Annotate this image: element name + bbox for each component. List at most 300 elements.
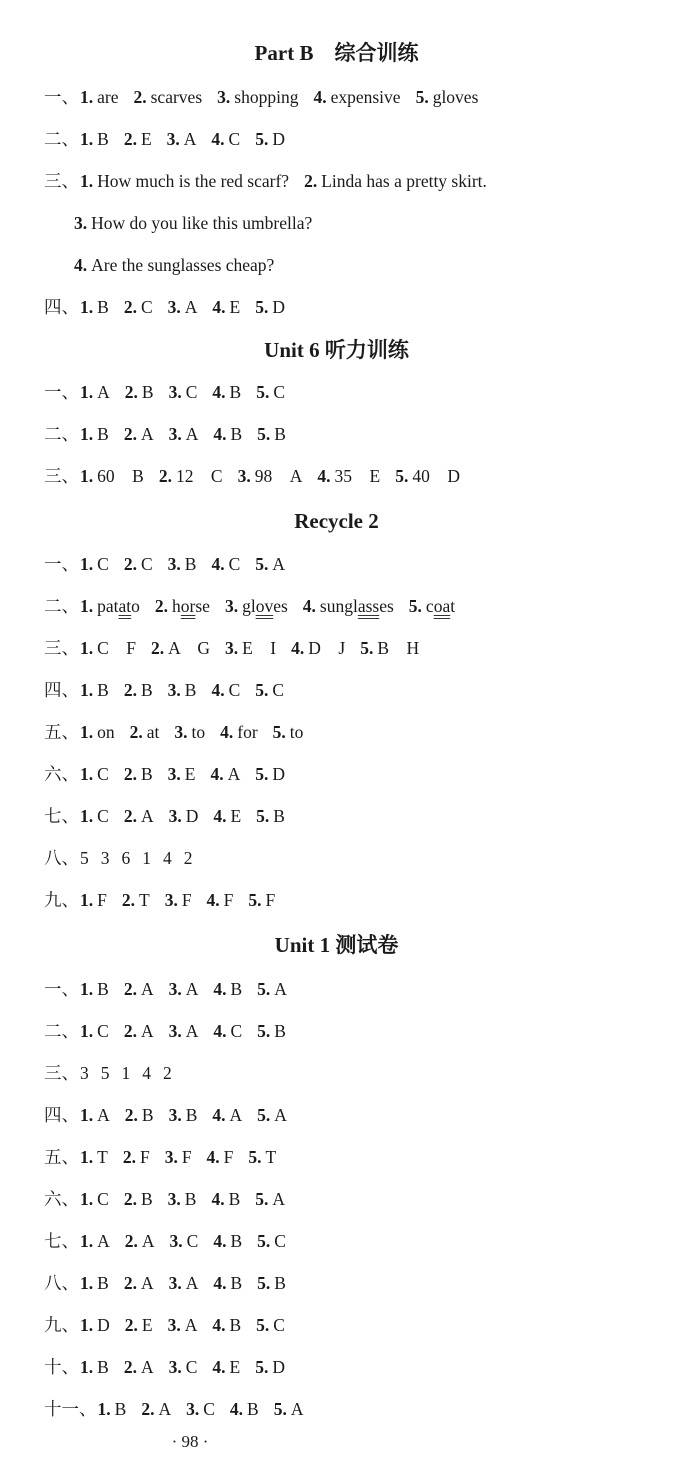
answer-text: B bbox=[97, 979, 109, 999]
answer-row bbox=[44, 1229, 286, 1253]
answer-item bbox=[125, 1231, 155, 1251]
answer-item bbox=[256, 382, 285, 402]
word-part: t bbox=[450, 596, 456, 616]
answer-text: C bbox=[273, 1315, 285, 1335]
answer-item bbox=[256, 806, 285, 826]
item-number: 4. bbox=[317, 466, 331, 486]
answer-row bbox=[44, 762, 285, 786]
answer-item bbox=[165, 1147, 192, 1167]
answer-text: B bbox=[228, 1189, 241, 1209]
answer-text: to bbox=[191, 722, 206, 742]
item-number: 4. bbox=[211, 680, 225, 700]
section-title: Part B 综合训练 bbox=[254, 41, 419, 65]
answer-item bbox=[80, 1315, 110, 1335]
answer-item bbox=[168, 1189, 197, 1209]
answer-text: C F bbox=[97, 638, 137, 658]
answer-text: B bbox=[97, 680, 109, 700]
answer-text: A bbox=[97, 1231, 110, 1251]
answer-item bbox=[124, 129, 152, 149]
answer-item bbox=[212, 1315, 241, 1335]
answer-item bbox=[124, 806, 154, 826]
item-number: 4. bbox=[229, 1399, 244, 1419]
answer-row bbox=[44, 85, 478, 109]
item-number: 4. bbox=[212, 1357, 226, 1377]
answer-item bbox=[125, 1315, 153, 1335]
answer-item bbox=[395, 466, 460, 486]
item-number: 4. bbox=[211, 129, 225, 149]
answer-row bbox=[44, 720, 303, 744]
item-number: 5. bbox=[257, 1021, 271, 1041]
answer-row bbox=[44, 1397, 303, 1421]
item-number: 4. bbox=[302, 596, 316, 616]
item-number: 2. bbox=[123, 1273, 137, 1293]
answer-text: F bbox=[181, 1147, 192, 1167]
answer-text: A bbox=[140, 1021, 154, 1041]
answer-text: shopping bbox=[234, 87, 299, 107]
answer-item bbox=[217, 87, 298, 107]
item-number: 2. bbox=[154, 596, 169, 616]
answer-text: T bbox=[138, 890, 150, 910]
question-number: 三、 bbox=[44, 171, 79, 191]
answer-text: A bbox=[227, 764, 241, 784]
item-number: 2. bbox=[124, 1315, 138, 1335]
answer-text: A G bbox=[168, 638, 210, 658]
question-number: 一、 bbox=[44, 382, 79, 402]
answer-item bbox=[165, 890, 192, 910]
answer-item bbox=[80, 680, 109, 700]
answer-item bbox=[125, 382, 154, 402]
question-number: 九、 bbox=[44, 890, 79, 910]
item-number: 4. bbox=[211, 1189, 225, 1209]
answer-text: A bbox=[140, 424, 154, 444]
item-number: 2. bbox=[123, 680, 137, 700]
answer-row bbox=[44, 977, 287, 1001]
answer-item bbox=[80, 806, 109, 826]
question-number: 四、 bbox=[44, 680, 79, 700]
answer-text: on bbox=[97, 722, 115, 742]
item-number: 5. bbox=[255, 1357, 269, 1377]
item-number: 3. bbox=[174, 722, 188, 742]
item-number: 3. bbox=[237, 466, 251, 486]
answer-item bbox=[169, 1021, 199, 1041]
answer-text: B bbox=[230, 1231, 243, 1251]
item-number: 2. bbox=[123, 297, 137, 317]
answer-text: B bbox=[230, 424, 243, 444]
sequence-value: 2 bbox=[163, 1063, 172, 1083]
answer-row bbox=[44, 846, 193, 870]
answer-text: A bbox=[274, 979, 287, 999]
item-number: 2. bbox=[151, 638, 165, 658]
item-number: 4. bbox=[210, 764, 224, 784]
item-number: 5. bbox=[408, 596, 422, 616]
answer-item bbox=[213, 1231, 242, 1251]
ordering-sequence bbox=[80, 848, 193, 868]
answer-item bbox=[255, 129, 285, 149]
item-number: 2. bbox=[123, 129, 137, 149]
answer-item bbox=[124, 764, 153, 784]
answer-text: C bbox=[228, 554, 241, 574]
question-number: 三、 bbox=[44, 638, 79, 658]
section-title: Unit 1 测试卷 bbox=[274, 933, 399, 957]
answer-item bbox=[80, 382, 110, 402]
item-number: 5. bbox=[272, 722, 286, 742]
answer-text: F bbox=[265, 890, 276, 910]
answer-text: D bbox=[272, 297, 285, 317]
question-number: 一、 bbox=[44, 979, 79, 999]
answer-text: C bbox=[228, 680, 241, 700]
answer-row bbox=[44, 888, 275, 912]
question-number: 二、 bbox=[44, 1021, 79, 1041]
answer-text: C bbox=[140, 297, 153, 317]
answer-item bbox=[248, 890, 275, 910]
answer-item bbox=[220, 722, 258, 742]
question-number: 八、 bbox=[44, 848, 79, 868]
answer-text: B bbox=[114, 1399, 127, 1419]
answer-text: A bbox=[184, 297, 198, 317]
answer-word bbox=[172, 596, 210, 616]
answer-item bbox=[257, 1021, 286, 1041]
item-number: 4. bbox=[313, 87, 327, 107]
item-number: 5. bbox=[255, 129, 269, 149]
answer-text: B bbox=[184, 680, 197, 700]
answer-item bbox=[416, 87, 479, 107]
answer-row bbox=[44, 594, 455, 618]
answer-item bbox=[80, 1231, 110, 1251]
answer-text: expensive bbox=[330, 87, 401, 107]
answer-item bbox=[98, 1399, 127, 1419]
answer-text: C bbox=[274, 1231, 286, 1251]
question-number: 七、 bbox=[44, 1231, 79, 1251]
answer-text: B bbox=[274, 1021, 286, 1041]
answer-text: D bbox=[272, 129, 285, 149]
sequence-value: 5 bbox=[100, 1063, 110, 1083]
item-number: 1. bbox=[80, 1021, 94, 1041]
answer-text: B H bbox=[377, 638, 420, 658]
item-number: 5. bbox=[256, 382, 270, 402]
item-number: 1. bbox=[80, 424, 94, 444]
answer-item bbox=[80, 1105, 110, 1125]
answer-item bbox=[80, 466, 144, 486]
answer-row bbox=[74, 211, 312, 235]
answer-item bbox=[170, 1231, 199, 1251]
item-number: 1. bbox=[80, 764, 94, 784]
item-number: 2. bbox=[123, 424, 137, 444]
sequence-value: 6 bbox=[121, 848, 131, 868]
answer-item bbox=[134, 87, 203, 107]
answer-text: B bbox=[230, 979, 243, 999]
answer-item bbox=[169, 979, 199, 999]
answer-item bbox=[80, 1147, 108, 1167]
answer-item bbox=[80, 764, 109, 784]
answer-text: A bbox=[141, 1231, 155, 1251]
answer-item bbox=[124, 1273, 154, 1293]
answer-text: B bbox=[184, 1189, 197, 1209]
word-part: h bbox=[172, 596, 181, 616]
item-number: 2. bbox=[129, 722, 143, 742]
sequence-value: 1 bbox=[121, 1063, 131, 1083]
answer-item bbox=[304, 171, 487, 191]
question-number: 一、 bbox=[44, 87, 79, 107]
answer-text: 60 B bbox=[97, 466, 144, 486]
answer-text: are bbox=[97, 87, 119, 107]
item-number: 3. bbox=[168, 1273, 182, 1293]
answer-item bbox=[169, 424, 199, 444]
answer-text: B bbox=[140, 680, 153, 700]
answer-text: D bbox=[272, 764, 285, 784]
item-number: 5. bbox=[255, 764, 269, 784]
answer-text: C bbox=[97, 1189, 109, 1209]
answer-text: D bbox=[97, 1315, 110, 1335]
item-number: 3. bbox=[164, 890, 178, 910]
item-number: 5. bbox=[360, 638, 374, 658]
item-number: 2. bbox=[123, 1357, 137, 1377]
answer-item bbox=[124, 297, 153, 317]
answer-text: to bbox=[289, 722, 304, 742]
answer-row bbox=[44, 636, 419, 660]
item-number: 1. bbox=[80, 638, 94, 658]
answer-row bbox=[44, 1271, 286, 1295]
answer-item bbox=[238, 466, 303, 486]
item-number: 3. bbox=[224, 638, 239, 658]
answer-text: B bbox=[141, 1105, 154, 1125]
answer-text: A bbox=[158, 1399, 172, 1419]
sequence-value: 3 bbox=[100, 848, 110, 868]
item-number: 2. bbox=[123, 1189, 137, 1209]
answer-text: D J bbox=[308, 638, 346, 658]
answer-item bbox=[317, 466, 380, 486]
answer-item bbox=[273, 722, 304, 742]
item-number: 2. bbox=[124, 1231, 138, 1251]
answer-text: A bbox=[274, 1105, 287, 1125]
answer-item bbox=[169, 1273, 199, 1293]
question-number: 二、 bbox=[44, 129, 79, 149]
answer-text: 98 A bbox=[254, 466, 303, 486]
answer-item bbox=[169, 1357, 198, 1377]
answer-text: 12 C bbox=[175, 466, 223, 486]
answer-text: A bbox=[290, 1399, 304, 1419]
word-part: es bbox=[273, 596, 288, 616]
question-number: 四、 bbox=[44, 1105, 79, 1125]
underlined-letters: ass bbox=[357, 596, 380, 616]
item-number: 2. bbox=[121, 890, 135, 910]
answer-item bbox=[210, 764, 240, 784]
item-number: 3. bbox=[168, 979, 182, 999]
answer-text: F bbox=[223, 890, 234, 910]
answer-text: A bbox=[183, 129, 197, 149]
item-number: 4. bbox=[212, 1105, 226, 1125]
answer-item bbox=[255, 1357, 285, 1377]
answer-text: B bbox=[97, 129, 109, 149]
item-number: 5. bbox=[255, 297, 269, 317]
item-number: 1. bbox=[80, 87, 94, 107]
item-number: 5. bbox=[415, 87, 429, 107]
question-number: 一、 bbox=[44, 554, 79, 574]
answer-item bbox=[213, 806, 241, 826]
question-number: 四、 bbox=[44, 297, 79, 317]
sequence-value: 5 bbox=[80, 848, 89, 868]
item-number: 4. bbox=[220, 722, 234, 742]
answer-item bbox=[230, 1399, 259, 1419]
answer-item bbox=[257, 1273, 286, 1293]
word-part: pat bbox=[97, 596, 119, 616]
item-number: 4. bbox=[206, 890, 220, 910]
item-number: 4. bbox=[211, 554, 225, 574]
item-number: 4. bbox=[213, 806, 227, 826]
question-number: 八、 bbox=[44, 1273, 79, 1293]
answer-text: A bbox=[140, 1357, 154, 1377]
answer-item bbox=[155, 596, 210, 616]
answer-item bbox=[123, 1147, 150, 1167]
answer-text: C bbox=[97, 554, 109, 574]
answer-item bbox=[168, 554, 197, 574]
item-number: 2. bbox=[123, 1021, 137, 1041]
answer-text: A bbox=[185, 1021, 199, 1041]
ordering-sequence bbox=[80, 1063, 172, 1083]
item-number: 2. bbox=[123, 806, 137, 826]
item-number: 1. bbox=[97, 1399, 111, 1419]
answer-text: F bbox=[181, 890, 192, 910]
item-number: 5. bbox=[256, 806, 270, 826]
item-number: 4. bbox=[206, 1147, 220, 1167]
answer-text: for bbox=[237, 722, 258, 742]
item-number: 1. bbox=[80, 1105, 94, 1125]
answer-item bbox=[80, 596, 140, 616]
answer-item bbox=[168, 680, 197, 700]
answer-text: How much is the red scarf? bbox=[97, 171, 290, 191]
item-number: 1. bbox=[80, 1231, 94, 1251]
answer-text: 35 E bbox=[334, 466, 381, 486]
item-number: 3. bbox=[167, 764, 181, 784]
answer-item bbox=[80, 1357, 109, 1377]
item-number: 5. bbox=[257, 1231, 271, 1251]
item-number: 5. bbox=[255, 680, 269, 700]
underlined-letters: or bbox=[180, 596, 196, 616]
question-number: 三、 bbox=[44, 466, 79, 486]
answer-item bbox=[225, 638, 276, 658]
item-number: 3. bbox=[168, 424, 182, 444]
item-number: 4. bbox=[212, 1315, 226, 1335]
answer-text: A bbox=[185, 979, 199, 999]
answer-text: E bbox=[141, 1315, 153, 1335]
item-number: 4. bbox=[291, 638, 305, 658]
item-number: 1. bbox=[80, 129, 94, 149]
item-number: 1. bbox=[80, 1357, 94, 1377]
question-number: 二、 bbox=[44, 424, 79, 444]
answer-text: C bbox=[272, 680, 285, 700]
answer-word bbox=[320, 596, 394, 616]
answer-item bbox=[212, 382, 241, 402]
item-number: 1. bbox=[80, 1147, 94, 1167]
answer-text: D bbox=[272, 1357, 285, 1377]
answer-text: B bbox=[97, 424, 109, 444]
answer-text: A bbox=[184, 1315, 198, 1335]
answer-text: 40 D bbox=[412, 466, 460, 486]
sequence-value: 4 bbox=[142, 1063, 151, 1083]
question-number: 五、 bbox=[44, 1147, 79, 1167]
answer-item bbox=[124, 1189, 153, 1209]
answer-item bbox=[80, 297, 109, 317]
answer-text: E bbox=[229, 1357, 241, 1377]
item-number: 1. bbox=[80, 466, 94, 486]
answer-text: E bbox=[230, 806, 242, 826]
answer-item bbox=[167, 129, 197, 149]
answer-item bbox=[80, 171, 289, 191]
word-part: o bbox=[131, 596, 140, 616]
answer-item bbox=[124, 1357, 154, 1377]
item-number: 2. bbox=[122, 1147, 136, 1167]
answer-item bbox=[124, 1021, 154, 1041]
answer-text: E I bbox=[242, 638, 277, 658]
answer-text: F bbox=[97, 890, 107, 910]
answer-item bbox=[213, 1021, 242, 1041]
item-number: 4. bbox=[213, 424, 227, 444]
answer-item bbox=[151, 638, 210, 658]
item-number: 3. bbox=[74, 213, 88, 233]
answer-text: B bbox=[230, 1273, 243, 1293]
answer-text: B bbox=[229, 382, 242, 402]
answer-text: B bbox=[184, 554, 197, 574]
answer-item bbox=[124, 680, 153, 700]
item-number: 4. bbox=[213, 1021, 227, 1041]
item-number: 2. bbox=[133, 87, 147, 107]
answer-text: E bbox=[140, 129, 152, 149]
answer-item bbox=[168, 764, 196, 784]
item-number: 3. bbox=[167, 554, 181, 574]
answer-item bbox=[212, 1357, 240, 1377]
item-number: 1. bbox=[80, 1189, 94, 1209]
item-number: 1. bbox=[80, 554, 94, 574]
answer-text: C bbox=[228, 129, 241, 149]
answer-item bbox=[80, 1189, 109, 1209]
item-number: 1. bbox=[80, 1315, 94, 1335]
answer-text: A bbox=[229, 1105, 243, 1125]
answer-item bbox=[303, 596, 394, 616]
answer-text: B bbox=[185, 1105, 198, 1125]
sequence-value: 1 bbox=[142, 848, 151, 868]
item-number: 5. bbox=[273, 1399, 287, 1419]
answer-text: T bbox=[265, 1147, 277, 1167]
answer-item bbox=[186, 1399, 215, 1419]
answer-text: F bbox=[139, 1147, 150, 1167]
answer-item bbox=[80, 890, 107, 910]
item-number: 3. bbox=[168, 382, 182, 402]
question-number: 九、 bbox=[44, 1315, 79, 1335]
answer-word bbox=[242, 596, 288, 616]
answer-text: scarves bbox=[150, 87, 203, 107]
question-number: 二、 bbox=[44, 596, 79, 616]
item-number: 3. bbox=[167, 680, 181, 700]
item-number: 4. bbox=[212, 382, 226, 402]
item-number: 1. bbox=[80, 890, 94, 910]
answer-row bbox=[44, 804, 285, 828]
answer-row bbox=[44, 169, 487, 193]
answer-item bbox=[211, 129, 240, 149]
answer-item bbox=[141, 1399, 171, 1419]
item-number: 1. bbox=[80, 979, 94, 999]
answer-text: B bbox=[97, 297, 109, 317]
answer-text: B bbox=[273, 806, 285, 826]
answer-item bbox=[125, 1105, 154, 1125]
answer-row bbox=[74, 253, 274, 277]
sequence-value: 4 bbox=[163, 848, 172, 868]
item-number: 3. bbox=[168, 1105, 182, 1125]
answer-item bbox=[169, 806, 199, 826]
answer-item bbox=[169, 382, 198, 402]
answer-item bbox=[124, 424, 154, 444]
item-number: 2. bbox=[124, 382, 138, 402]
item-number: 3. bbox=[167, 1189, 181, 1209]
underlined-letters: ov bbox=[255, 596, 274, 616]
